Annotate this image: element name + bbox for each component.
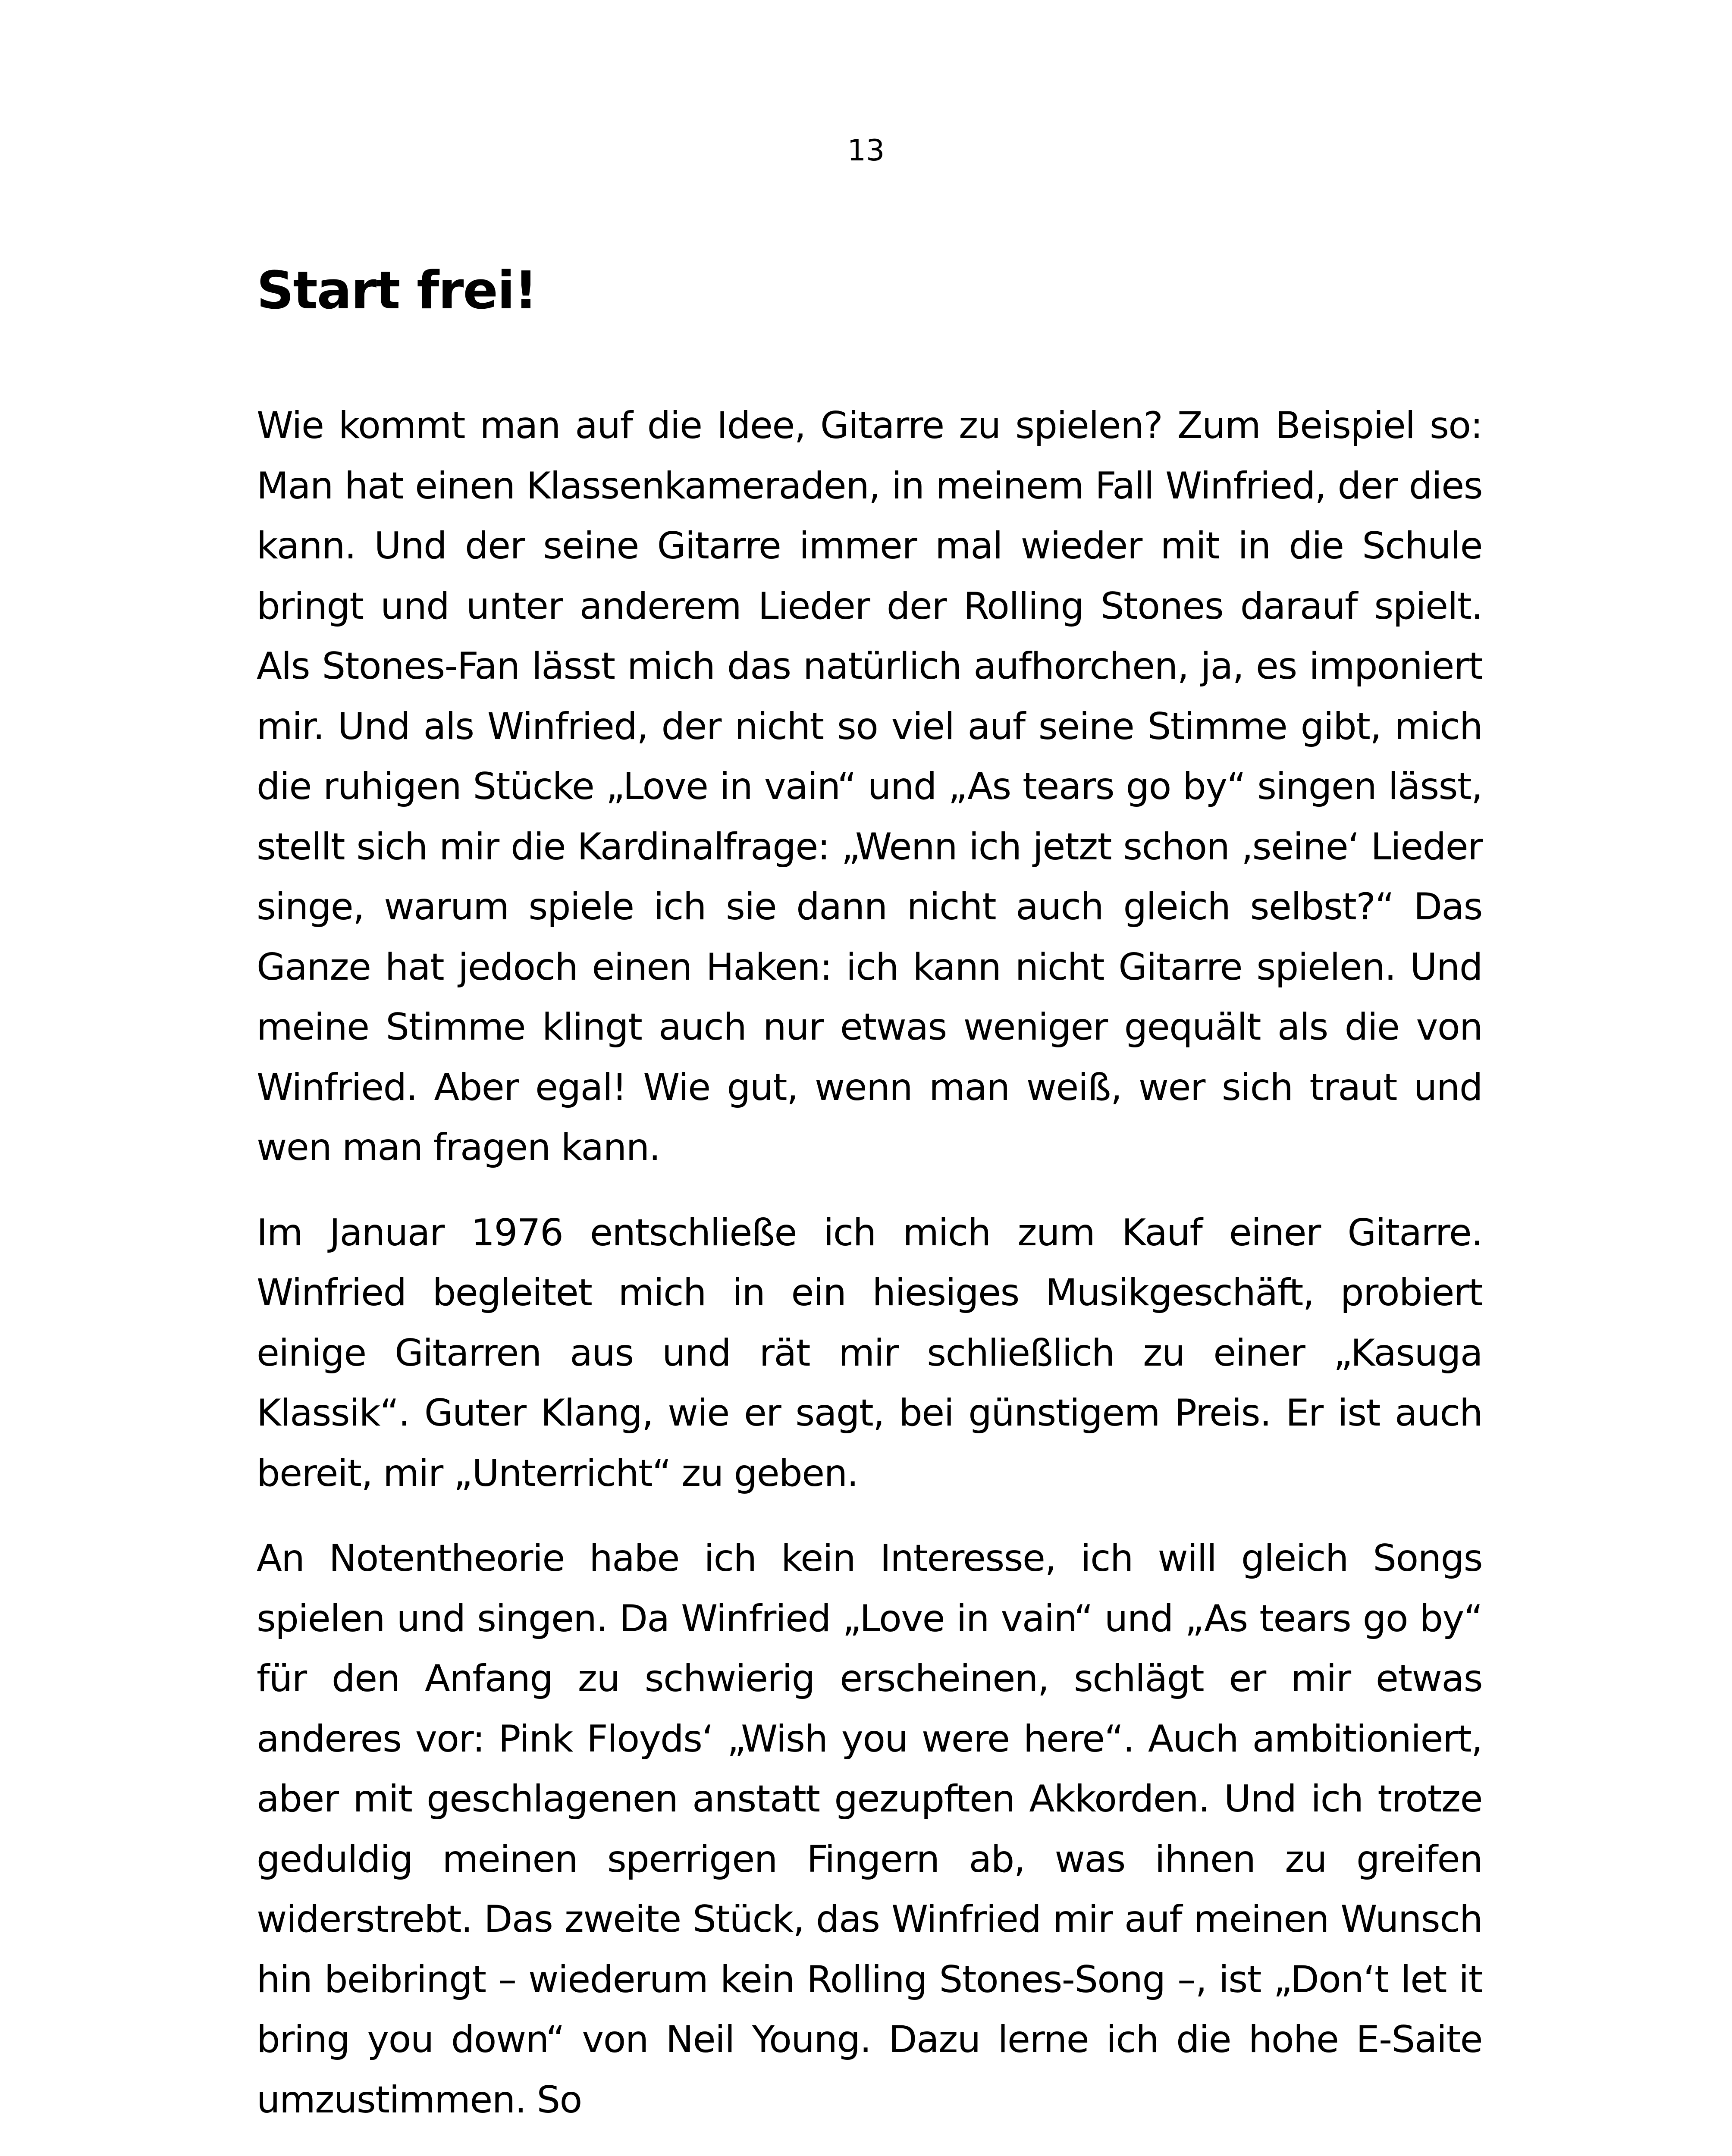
paragraph-2: Im Januar 1976 entschließe ich mich zum Kauf einer Gitarre. Winfried begleitet mich in ein hiesiges Musikgeschäft, probiert einige Gitarren aus und rät mir schließlich zu einer „Kasuga Klassik“. Guter Klang, wie er sagt, bei günstigem Preis. Er ist auch bereit, mir „Unterricht“ zu geben. (257, 1211, 1482, 1495)
paragraph-1: Wie kommt man auf die Idee, Gitarre zu spielen? Zum Beispiel so: Man hat einen Klassenkameraden, in meinem Fall Winfried, der dies kann. Und der seine Gitarre immer mal wieder mit in die Schule bringt und unter anderem Lieder der Rolling Stones darauf spielt. Als Stones-Fan lässt mich das natürlich aufhorchen, ja, es imponiert mir. Und als Winfried, der nicht so viel auf seine Stimme gibt, mich die ruhigen Stücke „Love in vain“ und „As tears go by“ singen lässt, stellt sich mir die Kardinalfrage: „Wenn ich jetzt schon ‚seine‘ Lieder singe, warum spiele ich sie dann nicht auch gleich selbst?“ Das Ganze hat jedoch einen Haken: ich kann nicht Gitarre spielen. Und meine Stimme klingt auch nur etwas weniger gequält als die von Winfried. Aber egal! Wie gut, wenn man weiß, wer sich traut und wen man fragen kann. (257, 404, 1482, 1169)
page-number: 13 (847, 134, 885, 168)
paragraph-3: An Notentheorie habe ich kein Interesse, ich will gleich Songs spielen und singen. Da Winfried „Love in vain“ und „As tears go by“ für den Anfang zu schwierig erscheinen, schlägt er mir etwas anderes vor: Pink Floyds‘ „Wish you were here“. Auch ambitioniert, aber mit geschlagenen anstatt gezupften Akkorden. Und ich trotze geduldig meinen sperrigen Fingern ab, was ihnen zu greifen widerstrebt. Das zweite Stück, das Winfried mir auf meinen Wunsch hin beibringt – wiederum kein Rolling Stones-Song –, ist „Don‘t let it bring you down“ von Neil Young. Dazu lerne ich die hohe E-Saite umzustimmen. So (257, 1537, 1482, 2122)
page-content (257, 254, 1482, 2155)
chapter-title: Start frei! (257, 261, 537, 321)
